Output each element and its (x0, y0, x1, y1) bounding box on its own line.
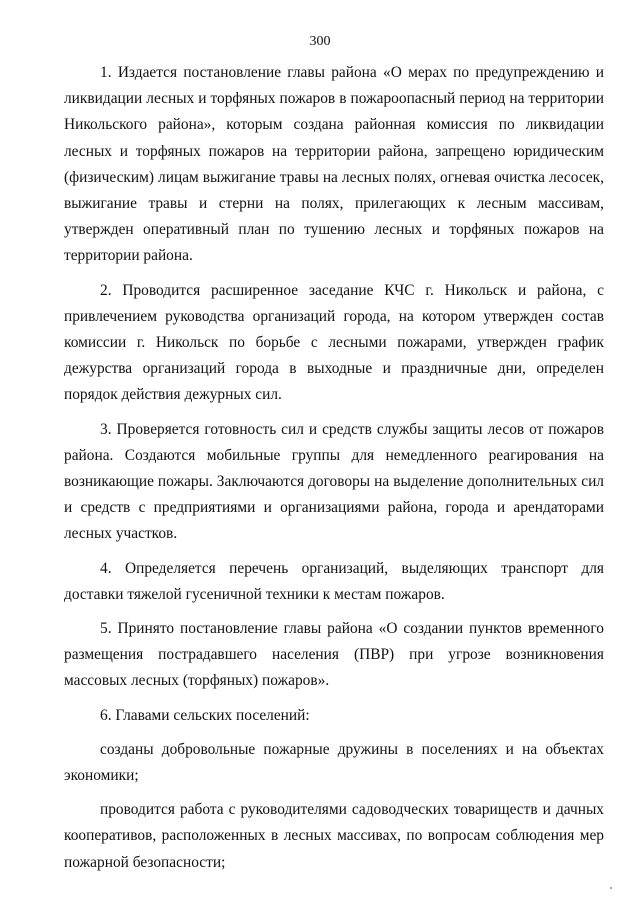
paragraph-5: 5. Принято постановление главы района «О создании пунктов временного размещения пострадавшего населения (ПВР) при угрозе возникновения массовых лесных (торфяных) пожаров». (64, 620, 604, 690)
paragraph-1: 1. Издается постановление главы района «О мерах по предупреждению и ликвидации лесных и торфяных пожаров в пожароопасный период на территории Никольского района», которым создана районная комиссия по ликвидации лесных и торфяных пожаров на территории района, запрещено юридическим (физическим) лицам выжигание травы на лесных полях, огневая очистка лесосек, выжигание травы и стерни на полях, прилегающих к лесным массивам, утвержден оперативный план по тушению лесных и торфяных пожаров на территории района. (64, 64, 604, 265)
paragraph-2: 2. Проводится расширенное заседание КЧС г. Никольск и района, с привлечением руководства организаций города, на котором утвержден состав комиссии г. Никольск по борьбе с лесными пожарами, утвержден график дежурства организаций города в выходные и праздничные дни, определен порядок действия дежурных сил. (64, 281, 604, 404)
page-number: 300 (309, 34, 331, 49)
scan-mark (610, 887, 612, 889)
paragraph-3: 3. Проверяется готовность сил и средств службы защиты лесов от пожаров района. Создаются мобильные группы для немедленного реагирования на возникающие пожары. Заключаются договоры на выделение дополнительных сил и средств с предприятиями и организациями района, города и арендаторами лесных участков. (64, 420, 604, 543)
paragraph-6-item-2: проводится работа с руководителями садоводческих товариществ и дачных кооперативов, расположенных в лесных массивах, по вопросам соблюдения мер пожарной безопасности; (64, 801, 604, 871)
paragraph-4: 4. Определяется перечень организаций, выделяющих транспорт для доставки тяжелой гусеничной техники к местам пожаров. (64, 559, 604, 603)
document-body (64, 60, 604, 876)
paragraph-6: 6. Главами сельских поселений: (100, 706, 310, 724)
paragraph-6-item-1: созданы добровольные пожарные дружины в поселениях и на объектах экономики; (64, 740, 604, 785)
